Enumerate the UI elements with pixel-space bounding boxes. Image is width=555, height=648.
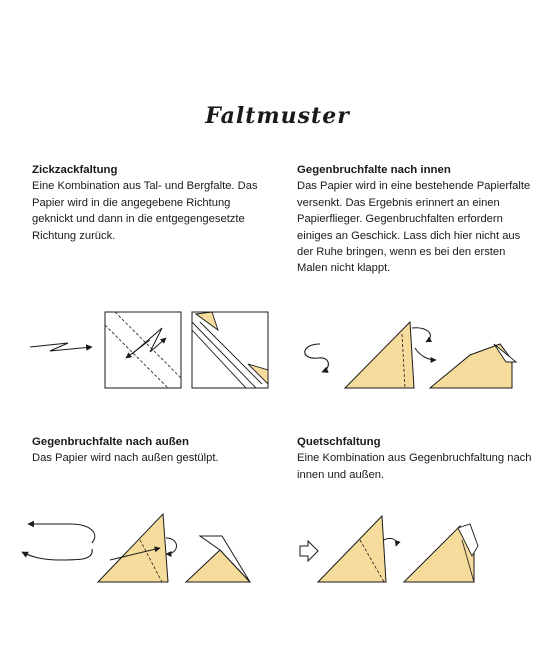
fold-arrow-icon bbox=[384, 538, 396, 546]
section-heading: Gegenbruchfalte nach innen bbox=[297, 164, 451, 176]
section-body: Eine Kombination aus Tal- und Bergfalte. Das Papier wird in die angegebene Richtung geknickt und dann in die entgegengesetzte Richtung zurück. bbox=[32, 180, 258, 242]
section-quetschfaltung bbox=[297, 434, 532, 483]
fold-arrow-icon bbox=[412, 328, 430, 342]
section-gegenbruchfalte-aussen bbox=[32, 434, 272, 467]
triangle-paper bbox=[318, 516, 386, 582]
section-gegenbruchfalte-innen bbox=[297, 162, 532, 277]
outline-arrow-icon bbox=[300, 541, 318, 561]
curved-arrow-icon bbox=[305, 344, 329, 372]
section-body: Das Papier wird in eine bestehende Papierfalte versenkt. Das Ergebnis erinnert an einen Papierflieger. Gegenbruchfalten erfordern einiges an Geschick. Lass dich hier nicht aus der Ruhe bringen, wenn es bei den ersten Malen nicht klappt. bbox=[297, 180, 531, 275]
triangle-paper bbox=[345, 322, 414, 388]
section-heading: Zickzackfaltung bbox=[32, 164, 118, 176]
section-body: Das Papier wird nach außen gestülpt. bbox=[32, 452, 219, 465]
section-heading: Gegenbruchfalte nach außen bbox=[32, 436, 189, 448]
section-body: Eine Kombination aus Gegenbruchfaltung nach innen und außen. bbox=[297, 452, 532, 481]
section-zickzackfaltung bbox=[32, 162, 272, 244]
page-title: Faltmuster bbox=[205, 103, 350, 129]
inside-reverse-fold-illustration bbox=[0, 300, 555, 400]
squash-fold-illustration bbox=[0, 505, 555, 595]
section-heading: Quetschfaltung bbox=[297, 436, 381, 448]
